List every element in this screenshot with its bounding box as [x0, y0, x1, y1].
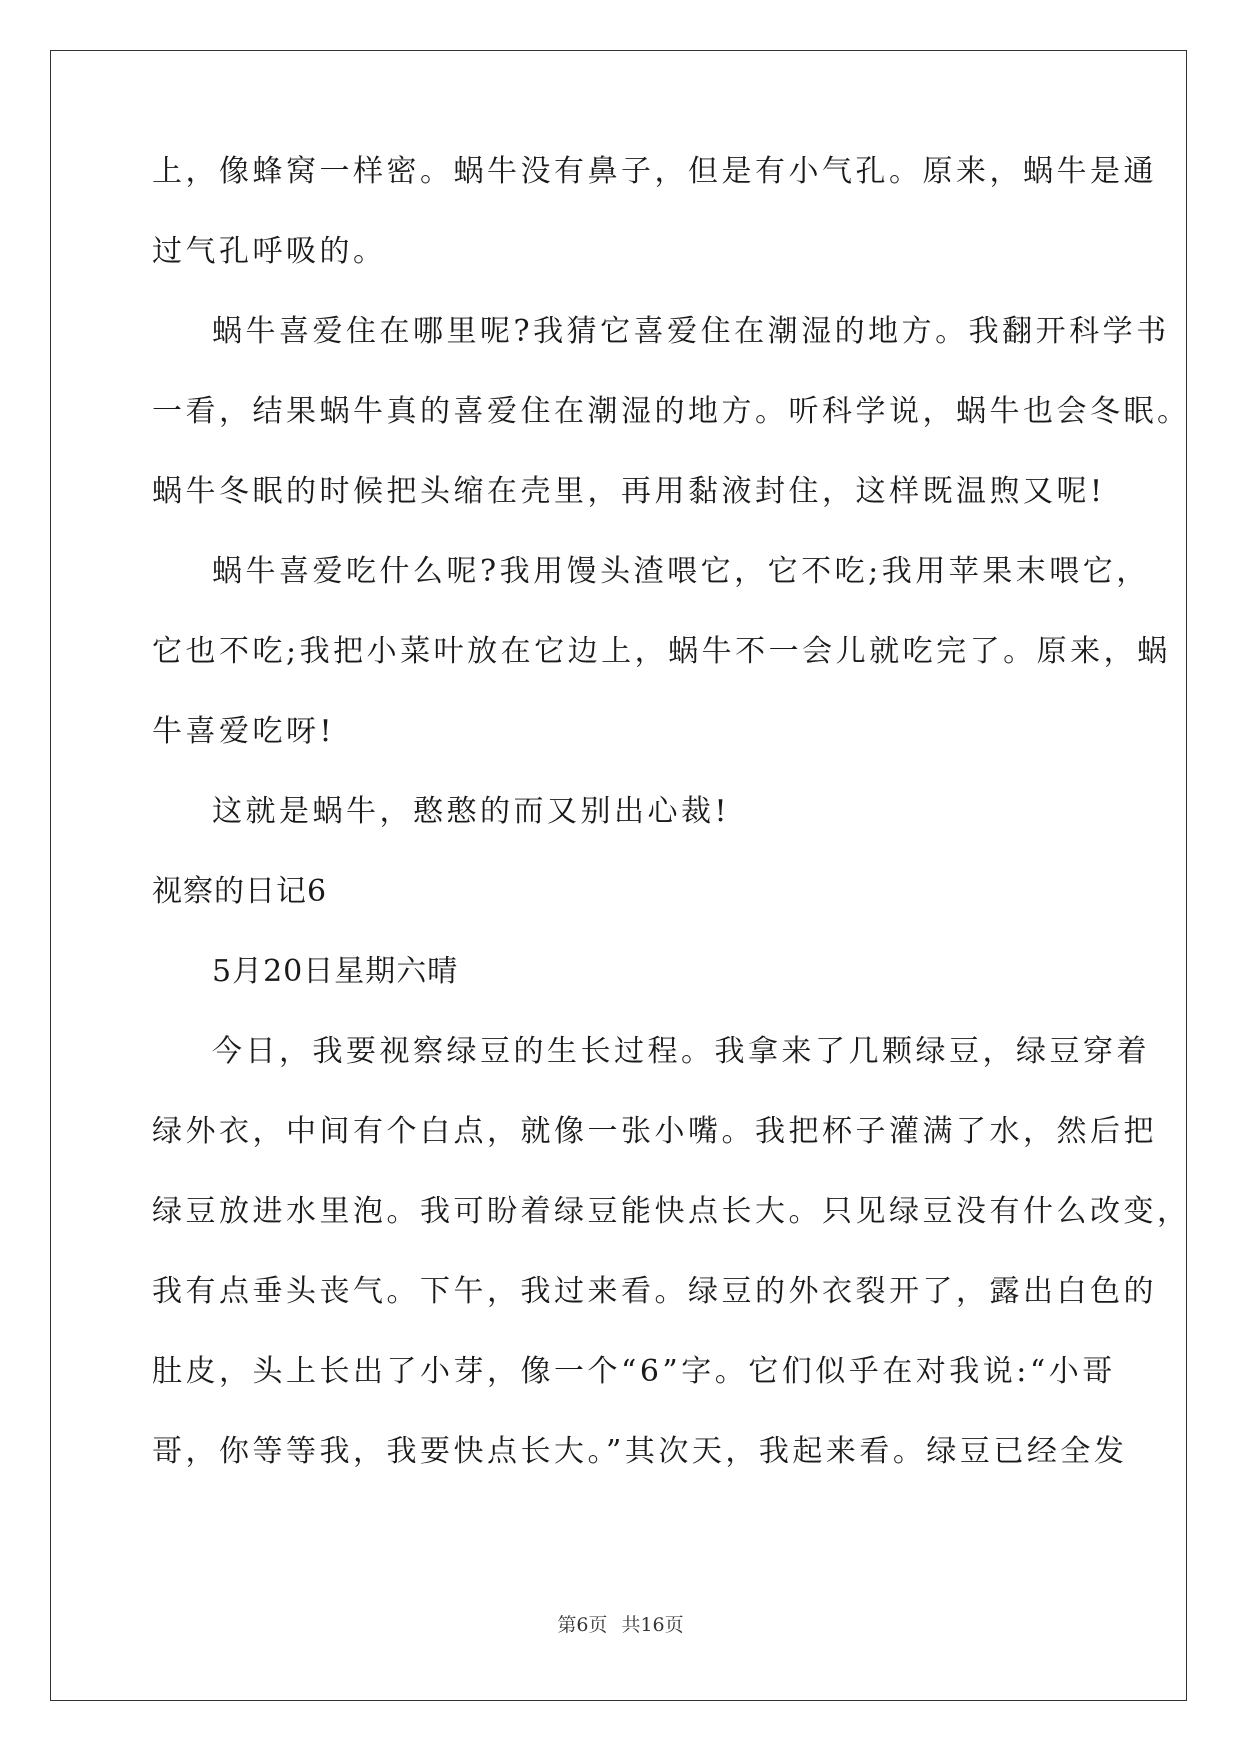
- body-text-line: 肚皮，头上长出了小芽，像一个“6”字。它们似乎在对我说:“小哥: [152, 1354, 1116, 1389]
- body-text-line: 蜗牛冬眠的时候把头缩在壳里，再用黏液封住，这样既温煦又呢!: [152, 474, 1106, 509]
- paragraph-line: 这就是蜗牛，憨憨的而又别出心裁!: [212, 794, 731, 829]
- body-text-line: 我有点垂头丧气。下午，我过来看。绿豆的外衣裂开了，露出白色的: [152, 1274, 1157, 1309]
- body-text-line: 过气孔呼吸的。: [152, 234, 387, 269]
- body-text-line: 绿外衣，中间有个白点，就像一张小嘴。我把杯子灌满了水，然后把: [152, 1114, 1157, 1149]
- page-number: 第6页: [557, 1614, 608, 1636]
- body-text-line: 上，像蜂窝一样密。蜗牛没有鼻子，但是有小气孔。原来，蜗牛是通: [152, 154, 1157, 189]
- page-footer: [0, 1610, 1241, 1637]
- body-text-line: 牛喜爱吃呀!: [152, 714, 336, 749]
- paragraph-line: 今日，我要视察绿豆的生长过程。我拿来了几颗绿豆，绿豆穿着: [212, 1034, 1150, 1069]
- page-total: 共16页: [621, 1614, 684, 1636]
- diary-date: 5月20日星期六晴: [212, 954, 459, 989]
- body-text-line: 哥，你等等我，我要快点长大。”其次天，我起来看。绿豆已经全发: [152, 1434, 1128, 1469]
- body-text-line: 一看，结果蜗牛真的喜爱住在潮湿的地方。听科学说，蜗牛也会冬眠。: [152, 394, 1191, 429]
- section-title: 视察的日记6: [152, 874, 328, 909]
- paragraph-line: 蜗牛喜爱吃什么呢?我用馒头渣喂它，它不吃;我用苹果末喂它，: [212, 554, 1150, 589]
- paragraph-line: 蜗牛喜爱住在哪里呢?我猜它喜爱住在潮湿的地方。我翻开科学书: [212, 314, 1170, 349]
- body-text-line: 它也不吃;我把小菜叶放在它边上，蜗牛不一会儿就吃完了。原来，蜗: [152, 634, 1171, 669]
- body-text-line: 绿豆放进水里泡。我可盼着绿豆能快点长大。只见绿豆没有什么改变，: [152, 1194, 1191, 1229]
